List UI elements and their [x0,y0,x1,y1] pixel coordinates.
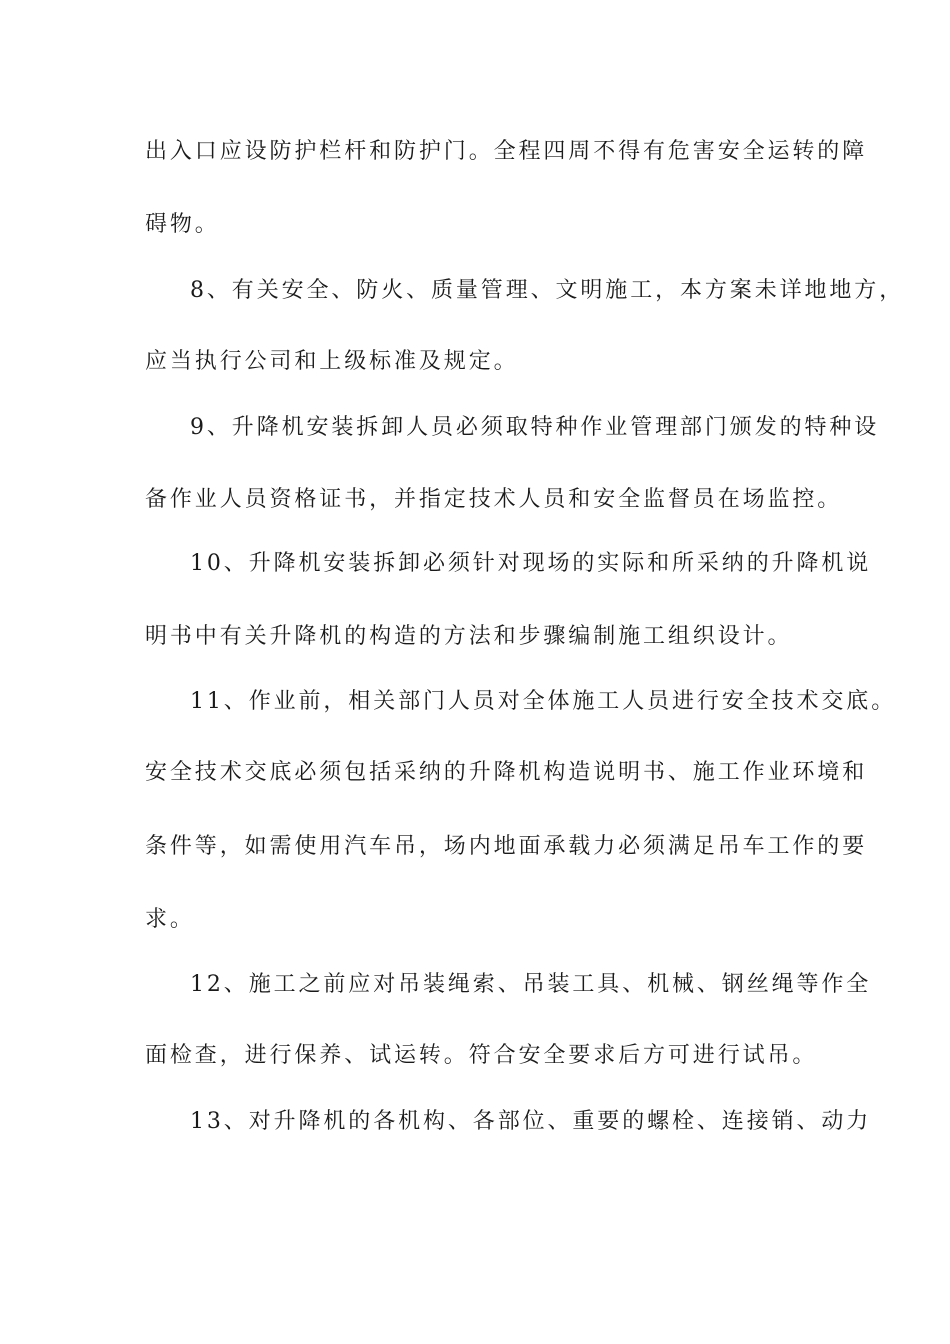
text-line: 条件等，如需使用汽车吊，场内地面承载力必须满足吊车工作的要 [145,834,868,859]
paragraph-9-start: 9、升降机安装拆卸人员必须取特种作业管理部门颁发的特种设 [190,415,880,440]
text-line: 明书中有关升降机的构造的方法和步骤编制施工组织设计。 [145,624,793,649]
text-line: 出入口应设防护栏杆和防护门。全程四周不得有危害安全运转的障 [145,139,868,164]
text-line: 面检查，进行保养、试运转。符合安全要求后方可进行试吊。 [145,1043,818,1068]
text-line: 安全技术交底必须包括采纳的升降机构造说明书、施工作业环境和 [145,760,868,785]
paragraph-12-start: 12、施工之前应对吊装绳索、吊装工具、机械、钢丝绳等作全 [190,972,872,997]
paragraph-8-start: 8、有关安全、防火、质量管理、文明施工，本方案未详地地方， [190,278,905,303]
text-line: 碍物。 [145,212,220,237]
text-line: 备作业人员资格证书，并指定技术人员和安全监督员在场监控。 [145,487,843,512]
text-line: 求。 [145,907,195,932]
text-line: 应当执行公司和上级标准及规定。 [145,349,519,374]
paragraph-11-start: 11、作业前，相关部门人员对全体施工人员进行安全技术交底。 [190,689,897,714]
paragraph-10-start: 10、升降机安装拆卸必须针对现场的实际和所采纳的升降机说 [190,551,872,576]
paragraph-13-start: 13、对升降机的各机构、各部位、重要的螺栓、连接销、动力 [190,1109,872,1134]
